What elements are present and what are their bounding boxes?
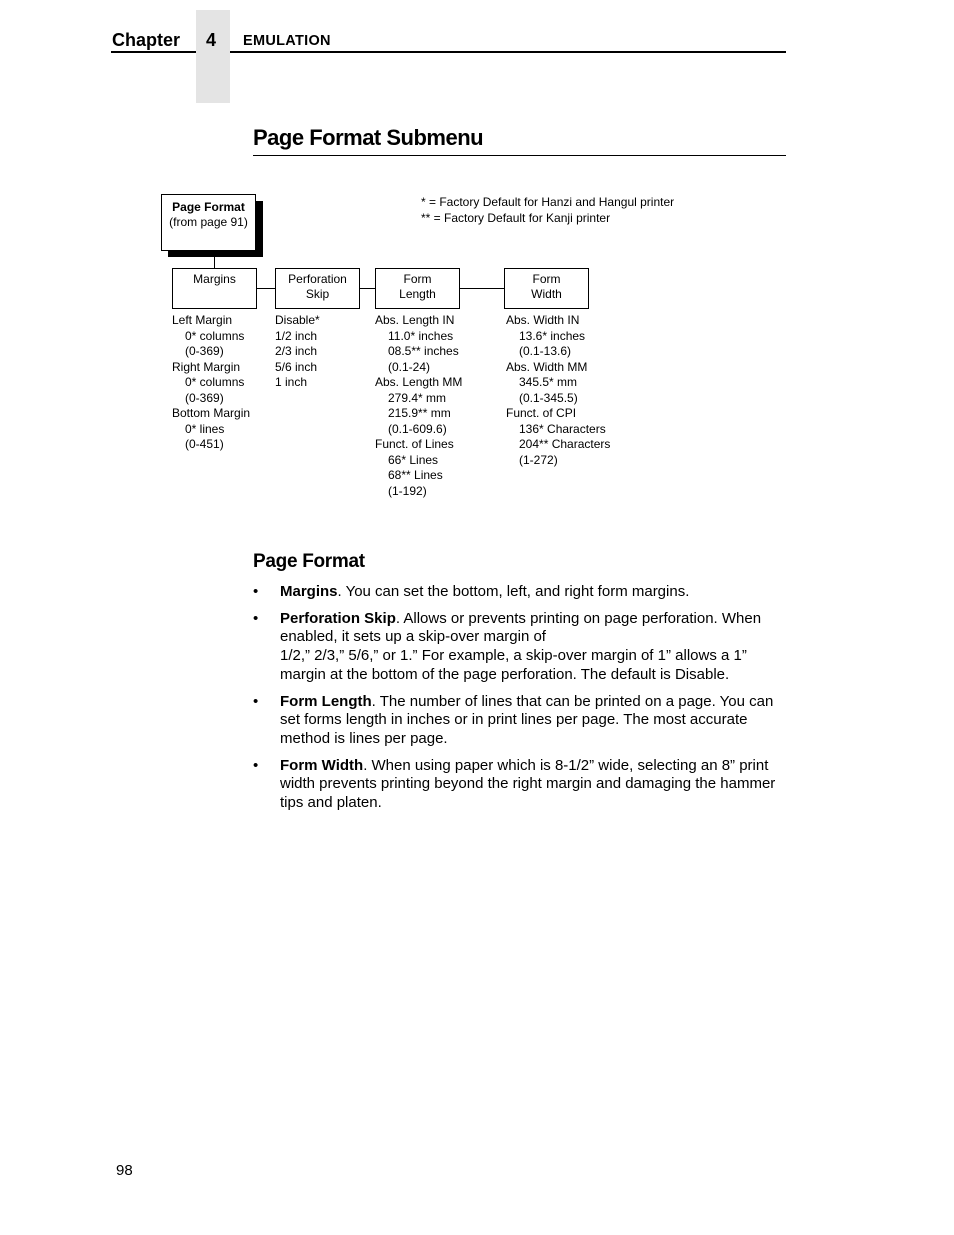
chapter-label: Chapter bbox=[112, 30, 181, 50]
bullet-term: Perforation Skip bbox=[280, 609, 396, 627]
option-item: Abs. Length IN bbox=[375, 313, 455, 327]
bullet-term: Form Width bbox=[280, 756, 364, 774]
submenu-label: Perforation bbox=[288, 272, 347, 286]
bullet-text: 1/2,” 2/3,” 5/6,” or 1.” For example, a skip-over margin of 1” allows a 1” margin at the bottom of the page perforation. The default is Disable. bbox=[280, 647, 747, 683]
option-item: (0-369) bbox=[185, 390, 224, 405]
bullet-icon: • bbox=[253, 692, 259, 710]
option-item: 0* columns bbox=[185, 375, 245, 389]
option-item: Bottom Margin bbox=[172, 406, 251, 420]
submenu-box-perforation-skip bbox=[275, 268, 360, 309]
bullet-text: . Allows or prevents printing on page perforation. When enabled, it sets up a skip-over margin of bbox=[280, 609, 762, 646]
title-rule bbox=[253, 155, 786, 156]
chapter-tab bbox=[196, 10, 230, 103]
submenu-label: Skip bbox=[305, 287, 330, 301]
option-item: 13.6* inches bbox=[519, 328, 586, 343]
legend-entry: ** = Factory Default for Kanji printer bbox=[421, 210, 611, 225]
option-item: 08.5** inches bbox=[388, 344, 459, 358]
option-item: 279.4* mm bbox=[388, 390, 447, 405]
bullet-item-perforation-skip bbox=[253, 610, 788, 685]
options-form-width bbox=[506, 313, 610, 468]
option-item: 215.9** mm bbox=[388, 406, 451, 420]
option-item: Disable* bbox=[275, 313, 320, 327]
option-item: (1-192) bbox=[388, 483, 427, 498]
option-item: Left Margin bbox=[172, 313, 233, 327]
page-number: 98 bbox=[116, 1162, 133, 1179]
option-item: 1/2 inch bbox=[275, 328, 318, 343]
bullet-icon: • bbox=[253, 583, 259, 600]
option-item: (0-451) bbox=[185, 437, 224, 451]
option-item: (0.1-24) bbox=[388, 359, 431, 374]
bullet-text: . The number of lines that can be printed on a page. You can set forms length in inches or in print lines per page. The most accurate method is lines per page. bbox=[280, 692, 774, 747]
option-item: Funct. of Lines bbox=[375, 437, 454, 451]
option-item: Abs. Length MM bbox=[375, 375, 463, 389]
bullet-term: Margins bbox=[280, 583, 338, 600]
bullet-icon: • bbox=[253, 756, 259, 774]
bullet-term: Form Length bbox=[280, 692, 372, 710]
option-item: Funct. of CPI bbox=[506, 406, 577, 420]
chapter-title: EMULATION bbox=[243, 33, 331, 49]
section-title: Page Format bbox=[253, 551, 365, 572]
root-menu-subtitle: (from page 91) bbox=[169, 215, 248, 229]
root-menu-title: Page Format bbox=[172, 200, 245, 214]
bullet-text: . When using paper which is 8-1/2” wide, selecting an 8” print width prevents printing beyond the right margin and damaging the hammer tips and platen. bbox=[280, 756, 776, 812]
connector-line bbox=[256, 288, 275, 289]
options-perforation-skip bbox=[275, 313, 320, 391]
option-item: (1-272) bbox=[519, 452, 558, 467]
option-item: 2/3 inch bbox=[275, 344, 318, 358]
bullet-text: . You can set the bottom, left, and right form margins. bbox=[337, 583, 690, 600]
option-item: (0-369) bbox=[185, 344, 224, 358]
option-item: 204** Characters bbox=[519, 437, 611, 451]
submenu-label: Length bbox=[399, 287, 436, 301]
option-item: 136* Characters bbox=[519, 421, 606, 436]
option-item: Abs. Width IN bbox=[506, 313, 580, 327]
option-item: 1 inch bbox=[275, 375, 308, 389]
connector-line bbox=[359, 288, 375, 289]
connector-line bbox=[459, 288, 504, 289]
submenu-label: Form bbox=[403, 272, 432, 286]
option-item: Right Margin bbox=[172, 359, 241, 374]
submenu-label: Width bbox=[531, 287, 562, 301]
option-item: 66* Lines bbox=[388, 452, 439, 467]
root-menu-box bbox=[161, 194, 256, 251]
option-item: 68** Lines bbox=[388, 468, 443, 482]
option-item: 345.5* mm bbox=[519, 375, 578, 389]
options-margins bbox=[172, 313, 250, 453]
chapter-number: 4 bbox=[205, 30, 216, 50]
option-item: (0.1-13.6) bbox=[519, 344, 572, 358]
bullet-item-form-length bbox=[253, 693, 788, 749]
submenu-label: Margins bbox=[193, 272, 236, 286]
option-item: (0.1-609.6) bbox=[388, 421, 447, 436]
options-form-length bbox=[375, 313, 462, 499]
bullet-item-margins bbox=[253, 583, 788, 602]
page-title: Page Format Submenu bbox=[253, 125, 484, 150]
bullet-list bbox=[253, 583, 788, 821]
header-rule bbox=[111, 51, 196, 53]
option-item: 0* columns bbox=[185, 328, 245, 343]
legend-entry: * = Factory Default for Hanzi and Hangul printer bbox=[421, 195, 675, 209]
bullet-icon: • bbox=[253, 609, 259, 627]
submenu-box-margins bbox=[172, 268, 257, 309]
submenu-label: Form bbox=[532, 272, 561, 286]
option-item: 5/6 inch bbox=[275, 359, 318, 374]
connector-line bbox=[214, 251, 215, 268]
submenu-box-form-length bbox=[375, 268, 460, 309]
option-item: 11.0* inches bbox=[388, 328, 454, 343]
bullet-item-form-width bbox=[253, 757, 788, 813]
option-item: 0* lines bbox=[185, 421, 225, 436]
submenu-box-form-width bbox=[504, 268, 589, 309]
option-item: Abs. Width MM bbox=[506, 359, 588, 374]
option-item: (0.1-345.5) bbox=[519, 390, 578, 405]
legend bbox=[421, 195, 674, 226]
header-rule bbox=[230, 51, 786, 53]
